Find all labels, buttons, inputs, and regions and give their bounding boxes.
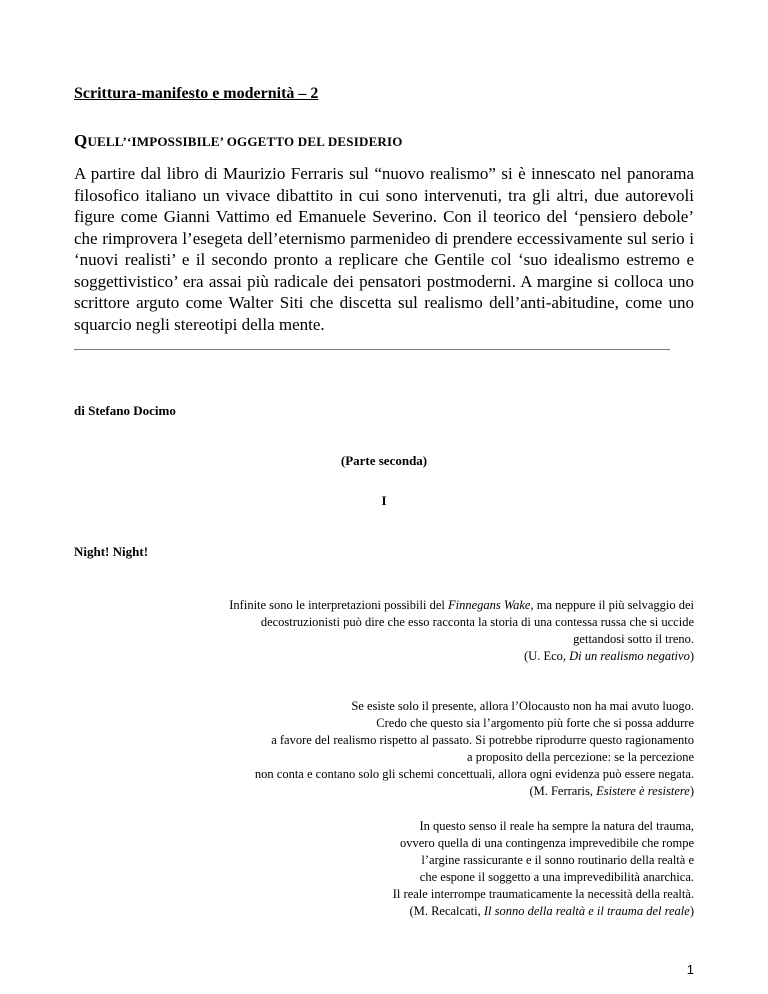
epigraph-line: In questo senso il reale ha sempre la natura del trauma, — [419, 819, 694, 833]
epigraph-line: Se esiste solo il presente, allora l’Olocausto non ha mai avuto luogo. — [351, 699, 694, 713]
epigraph-line: non conta e contano solo gli schemi concettuali, allora ogni evidenza può essere negata. — [254, 767, 694, 781]
epigraph-line: a proposito della percezione: se la percezione — [467, 750, 694, 764]
article-title — [74, 131, 403, 151]
article-title-rest: UELL’‘IMPOSSIBILE’ OGGETTO DEL DESIDERIO — [87, 134, 403, 149]
epigraph-citation: (U. Eco, Di un realismo negativo) — [524, 649, 694, 663]
epigraph-line: che espone il soggetto a una imprevedibilità anarchica. — [419, 870, 694, 884]
epigraph-line: Infinite sono le interpretazioni possibili del Finnegans Wake, ma neppure il più selvaggio dei — [229, 598, 694, 612]
epigraph-line: ovvero quella di una contingenza imprevedibile che rompe — [400, 836, 694, 850]
page-number: 1 — [686, 962, 694, 977]
epigraph-line: a favore del realismo rispetto al passato. Si potrebbe riprodurre questo ragionamento — [271, 733, 694, 747]
epigraph-citation: (M. Recalcati, Il sonno della realtà e il trauma del reale) — [409, 904, 694, 918]
horizontal-divider — [74, 349, 670, 350]
section-heading: Night! Night! — [74, 544, 149, 559]
chapter-numeral: I — [381, 493, 387, 508]
epigraph-line: gettandosi sotto il treno. — [573, 632, 694, 646]
article-title-initial: Q — [74, 131, 88, 150]
epigraph-italic-title: Finnegans Wake — [447, 598, 531, 612]
part-label: (Parte seconda) — [340, 453, 428, 468]
epigraph-recalcati — [393, 818, 694, 920]
epigraph-citation: (M. Ferraris, Esistere è resistere) — [529, 784, 694, 798]
epigraph-ferraris — [255, 698, 694, 800]
epigraph-line: Il reale interrompe traumaticamente la necessità della realtà. — [392, 887, 694, 901]
epigraph-eco — [229, 597, 694, 665]
epigraph-line: Credo che questo sia l’argomento più forte che si possa addurre — [376, 716, 694, 730]
epigraph-line: l’argine rassicurante e il sonno routinario della realtà e — [421, 853, 694, 867]
abstract-paragraph: A partire dal libro di Maurizio Ferraris sul “nuovo realismo” si è innescato nel panorama filosofico italiano un vivace dibattito in cui sono intervenuti, tra gli altri, due autorevoli figure come Gianni Vattimo ed Emanuele Severino. Con il teorico del ‘pensiero debole’ che rimprovera l’esegeta dell’eternismo parmenideo di prendere eccessivamente sul serio i ‘nuovi realisti’ e il secondo pronto a replicare che Gentile col ‘suo idealismo estremo e soggettivistico’ era assai più radicale dei pensatori postmoderni. A margine si colloca uno scrittore arguto come Walter Siti che discetta sul realismo dell’anti-abitudine, come uno squarcio negli stereotipi della mente. — [74, 164, 694, 334]
epigraph-line: decostruzionisti può dire che esso racconta la storia di una contessa russa che si uccide — [260, 615, 694, 629]
author-byline: di Stefano Docimo — [74, 403, 176, 418]
series-title: Scrittura-manifesto e modernità – 2 — [74, 85, 319, 102]
